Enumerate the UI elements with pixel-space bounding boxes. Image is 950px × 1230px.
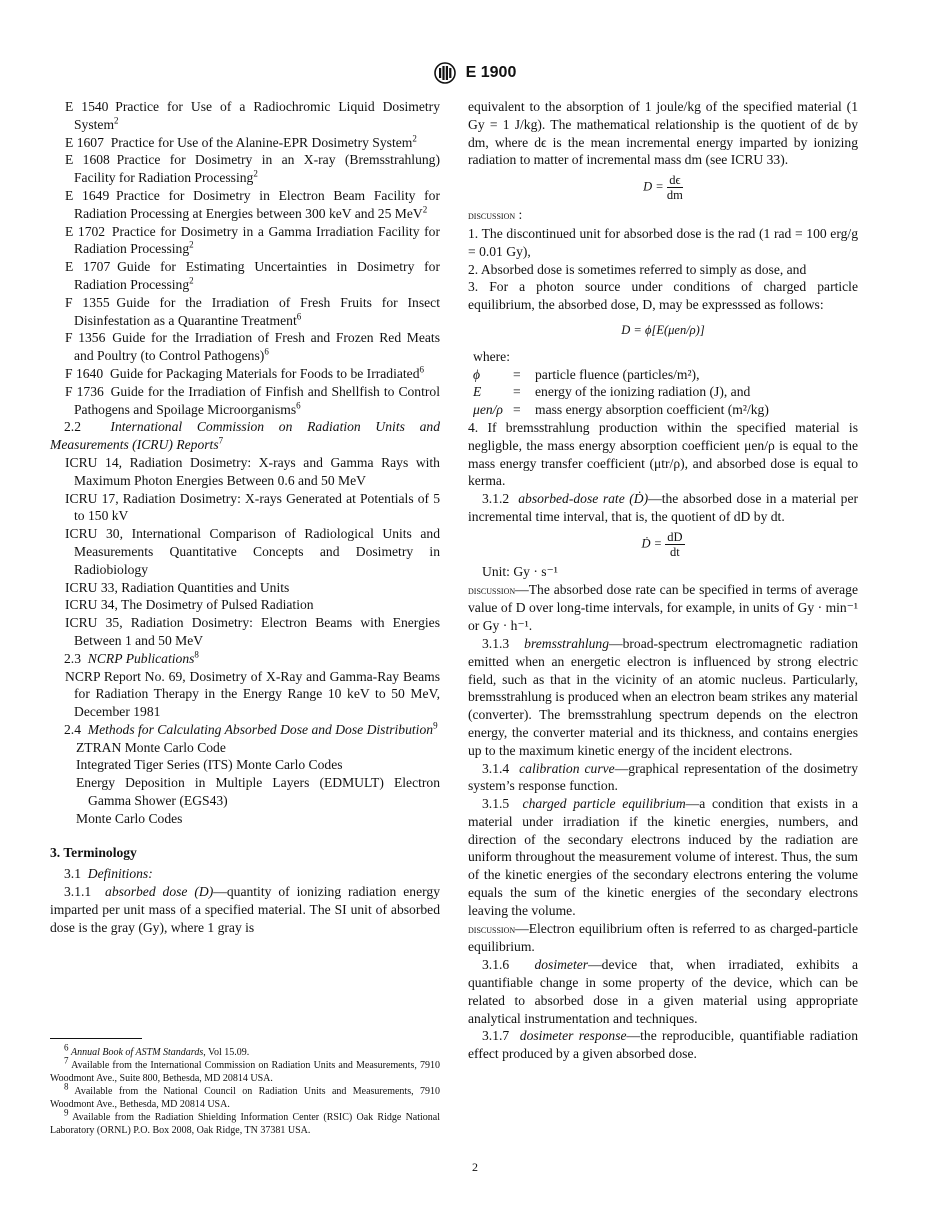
footnote-text: , Vol 15.09. <box>203 1047 250 1058</box>
reference-item <box>50 329 440 365</box>
reference-title: Practice for Use of a Radiochromic Liquid Dosimetry System <box>74 99 440 132</box>
icru-title: Radiation Quantities and Units <box>121 579 290 595</box>
footnote-rule <box>50 1038 142 1039</box>
footnote-number: 6 <box>64 1042 69 1053</box>
where-definition: energy of the ionizing radiation (J), and <box>535 384 751 400</box>
right-column <box>468 98 858 1063</box>
section-2-3-heading: 2.3 NCRP Publications$^8$ <box>64 649 199 666</box>
reference-title: Practice for Dosimetry in a Gamma Irradiation Facility for Radiation Processing <box>74 223 441 257</box>
where-label: where: <box>473 348 510 364</box>
icru-code: ICRU 33, <box>65 579 118 595</box>
section-3-1-heading: 3.1 Definitions: <box>64 866 153 882</box>
reference-code: E 1608 <box>65 152 110 168</box>
where-row <box>468 383 858 401</box>
footnote-number: 7 <box>64 1055 69 1066</box>
where-equals: = <box>513 366 521 382</box>
icru-report-item <box>50 579 440 597</box>
where-definition: particle fluence (particles/m²), <box>535 366 700 382</box>
equation-photon-dose: D = ϕ[E(μen/ρ)] <box>621 322 705 337</box>
footnote-text: Available from the Radiation Shielding Information Center (RSIC) Oak Ridge National Laboratory (ORNL) P.O. Box 2008, Oak Ridge, TN 37381 USA. <box>50 1112 440 1136</box>
reference-code: F 1640 <box>65 365 104 381</box>
icru-title: Radiation Dosimetry: X-rays and Gamma Rays with Maximum Photon Energies Between 0.6 and 50 MeV <box>74 454 440 488</box>
document-id: E 1900 <box>465 64 517 81</box>
where-definition: mass energy absorption coefficient (m²/kg) <box>535 402 769 418</box>
footnote-number: 8 <box>64 1081 69 1092</box>
reference-code: E 1540 <box>65 99 109 114</box>
equation-absorbed-dose: D = $\frac{d\epsilon}{dm}$ <box>643 173 683 203</box>
where-row <box>468 401 858 419</box>
icru-code: ICRU 30, <box>65 526 124 542</box>
reference-code: F 1355 <box>65 294 110 310</box>
footnote-marker: 6 <box>264 346 269 357</box>
section-2-4-heading: 2.4 Methods for Calculating Absorbed Dose and Dose Distribution$^9$ <box>64 720 438 737</box>
reference-code: F 1356 <box>65 330 106 346</box>
footnote-marker: 6 <box>296 400 301 411</box>
icru-code: ICRU 17, <box>65 490 119 506</box>
where-definitions <box>468 366 858 419</box>
footnote-title: Annual Book of ASTM Standards <box>71 1047 204 1058</box>
astm-logo-icon <box>434 62 456 84</box>
reference-item <box>50 151 440 187</box>
reference-title: Practice for Dosimetry in an X-ray (Bremsstrahlung) Facility for Radiation Processing <box>74 152 440 186</box>
discussion-items <box>468 225 858 314</box>
reference-item <box>50 383 440 419</box>
footnote-marker: 2 <box>114 115 119 126</box>
reference-title: Guide for Estimating Uncertainties in Dosimetry for Radiation Processing <box>74 259 441 292</box>
footnote <box>50 1042 440 1059</box>
discussion-item: 3. For a photon source under conditions of charged particle equilibrium, the absorbed dose, D, may be expresssed as follows: <box>468 279 858 313</box>
code-item: Monte Carlo Codes <box>76 810 183 826</box>
definition-charged-particle-equilibrium: 3.1.5 charged particle equilibrium—a condition that exists in a material under irradiation if the kinetic energies, numbers, and direction of the secondary electrons induced by the radiation are uniform throughout the measurement volume of interest. Thus, the sum of the kinetic energies of the secondary electrons entering the volume equals the sum of the kinetic energies of the secondary electrons leaving the volume. <box>468 796 858 918</box>
footnote <box>50 1107 440 1137</box>
reference-item <box>50 365 440 383</box>
reference-item <box>50 223 440 259</box>
footnote-marker: 2 <box>253 168 258 179</box>
code-item: Energy Deposition in Multiple Layers (EDMULT) Electron Gamma Shower (EGS43) <box>76 775 440 809</box>
icru-report-item <box>50 596 440 614</box>
definition-bremsstrahlung: 3.1.3 bremsstrahlung—broad-spectrum electromagnetic radiation emitted when an energetic electron is influenced by strong electric field, such as that in the vicinity of an atomic nucleus. Particularly, bremsstrahlung is produced when an electron beam strikes any material (converter). The bremsstrahlung spectrum depends on the electron energy, the converter material and its thickness, and contains energies up to the maximum kinetic energy of the incident electrons. <box>468 635 859 758</box>
reference-code: F 1736 <box>65 383 104 399</box>
footnotes <box>50 1042 441 1137</box>
definition-absorbed-dose: 3.1.1 absorbed dose (D)—quantity of ionizing radiation energy imparted per unit mass of a specified material. The SI unit of absorbed dose is the gray (Gy), where 1 gray is <box>50 884 441 935</box>
where-symbol: ϕ <box>473 366 481 382</box>
footnote-number: 9 <box>64 1107 69 1118</box>
where-row <box>468 366 858 384</box>
where-equals: = <box>513 384 521 400</box>
icru-code: ICRU 14, <box>65 454 123 470</box>
code-item: ZTRAN Monte Carlo Code <box>76 739 226 755</box>
footnote-marker: 6 <box>296 311 302 322</box>
discussion-electron-equilibrium: discussion—Electron equilibrium often is referred to as charged-particle equilibrium. <box>468 920 858 955</box>
definition-dosimeter: 3.1.6 dosimeter—device that, when irradiated, exhibits a quantifiable change in some property of the device, which can be related to absorbed dose in a given material using appropriate analytical instrumentation and techniques. <box>468 957 859 1026</box>
monte-carlo-codes-list <box>50 739 440 828</box>
reference-title: Guide for the Irradiation of Fresh Fruits for Insect Disinfestation as a Quarantine Treatment <box>74 294 440 328</box>
reference-code: E 1702 <box>65 223 106 239</box>
reference-title: Practice for Use of the Alanine-EPR Dosimetry System <box>110 134 413 150</box>
reference-code: E 1607 <box>65 134 104 150</box>
icru-title: Radiation Dosimetry: X-rays Generated at Potentials of 5 to 150 kV <box>74 490 440 524</box>
footnote-text: Available from the National Council on Radiation Units and Measurements, 7910 Woodmont Ave., Bethesda, MD 20814 USA. <box>50 1086 440 1110</box>
equation-dose-rate: Ḋ = $\frac{dD}{dt}$ <box>641 529 683 559</box>
reference-title: Practice for Dosimetry in Electron Beam Facility for Radiation Processing at Energies between 300 keV and 25 MeV <box>74 187 441 221</box>
reference-code: E 1707 <box>65 259 111 275</box>
reference-code: E 1649 <box>65 187 110 203</box>
icru-title: The Dosimetry of Pulsed Radiation <box>121 597 314 613</box>
reference-item <box>50 294 440 330</box>
reference-item <box>50 134 440 152</box>
footnote <box>50 1081 440 1111</box>
discussion-item: 1. The discontinued unit for absorbed dose is the rad (1 rad = 100 erg/g = 0.01 Gy), <box>468 225 858 259</box>
footnote-marker: 2 <box>412 133 417 144</box>
code-item: Integrated Tiger Series (ITS) Monte Carlo Codes <box>76 757 343 773</box>
section-3-heading: 3. Terminology <box>50 844 137 860</box>
reference-title: Guide for Packaging Materials for Foods to be Irradiated <box>109 365 420 381</box>
icru-report-item <box>50 490 440 526</box>
icru-report-item <box>50 525 440 578</box>
page-number: 2 <box>472 1160 478 1174</box>
footnote-marker: 6 <box>419 364 424 375</box>
discussion-dose-rate: discussion—The absorbed dose rate can be specified in terms of average value of D over long-time intervals, for example, in units of Gy · min⁻¹ or Gy · h⁻¹. <box>468 581 858 634</box>
icru-title: International Comparison of Radiological Units and Measurements Quantitative Concepts and Dosimetry in Radiobiology <box>74 526 440 577</box>
definition-calibration-curve: 3.1.4 calibration curve—graphical representation of the dosimetry system’s response function. <box>468 760 858 794</box>
icru-title: Radiation Dosimetry: Electron Beams with Energies Between 1 and 50 MeV <box>74 615 440 648</box>
dose-rate-unit: Unit: Gy · s⁻¹ <box>482 563 558 579</box>
footnote <box>50 1055 441 1085</box>
reference-item <box>50 258 440 294</box>
icru-reports-list <box>50 454 440 650</box>
discussion-label: discussion : <box>468 207 523 223</box>
icru-report-item <box>50 454 440 490</box>
discussion-item: 2. Absorbed dose is sometimes referred to simply as dose, and <box>468 261 807 277</box>
section-2-2-heading: 2.2 International Commission on Radiation Units and Measurements (ICRU) Reports$^7$ <box>50 419 440 453</box>
icru-report-item <box>50 614 440 650</box>
footnote-text: Available from the International Commission on Radiation Units and Measurements, 7910 Woodmont Ave., Suite 800, Bethesda, MD 20814 USA. <box>50 1060 441 1084</box>
icru-code: ICRU 34, <box>65 597 118 613</box>
referenced-documents-list <box>50 98 440 418</box>
icru-code: ICRU 35, <box>65 615 123 631</box>
where-symbol: E <box>473 384 482 400</box>
where-equals: = <box>513 402 521 418</box>
page-header <box>0 62 950 84</box>
where-symbol: μen/ρ <box>473 402 503 418</box>
absorbed-dose-continuation: equivalent to the absorption of 1 joule/kg of the specified material (1 Gy = 1 J/kg). The mathematical relationship is the quotient of dϵ by dm, where dϵ is the mean incremental energy imparted by ionizing radiation to matter of incremental mass dm (see ICRU 33). <box>468 99 858 168</box>
ncrp-report: NCRP Report No. 69, Dosimetry of X-Ray and Gamma-Ray Beams for Radiation Therapy in the Energy Range 10 keV to 50 MeV, December 1981 <box>65 668 440 720</box>
discussion-item-4: 4. If bremsstrahlung production within the specified material is negligble, the mass energy absorption coefficient μen/ρ is equal to the mass energy transfer coefficient (μtr/ρ), and absorbed dose is equal to kerma. <box>468 419 858 489</box>
footnote-marker: 2 <box>422 204 428 215</box>
left-column <box>50 98 440 937</box>
footnote-marker: 2 <box>189 239 194 250</box>
definition-absorbed-dose-rate: 3.1.2 absorbed-dose rate (Ḋ)—the absorbed dose in a material per incremental time interval, that is, the quotient of dD by dt. <box>468 491 858 524</box>
reference-item <box>50 187 440 223</box>
definition-dosimeter-response: 3.1.7 dosimeter response—the reproducible, quantifiable radiation effect produced by a given absorbed dose. <box>468 1028 858 1062</box>
reference-title: Guide for the Irradiation of Fresh and Frozen Red Meats and Poultry (to Control Pathogens) <box>74 330 440 364</box>
footnote-marker: 2 <box>189 275 194 286</box>
reference-title: Guide for the Irradiation of Finfish and Shellfish to Control Pathogens and Spoilage Microorganisms <box>74 383 440 417</box>
reference-item <box>50 98 440 134</box>
